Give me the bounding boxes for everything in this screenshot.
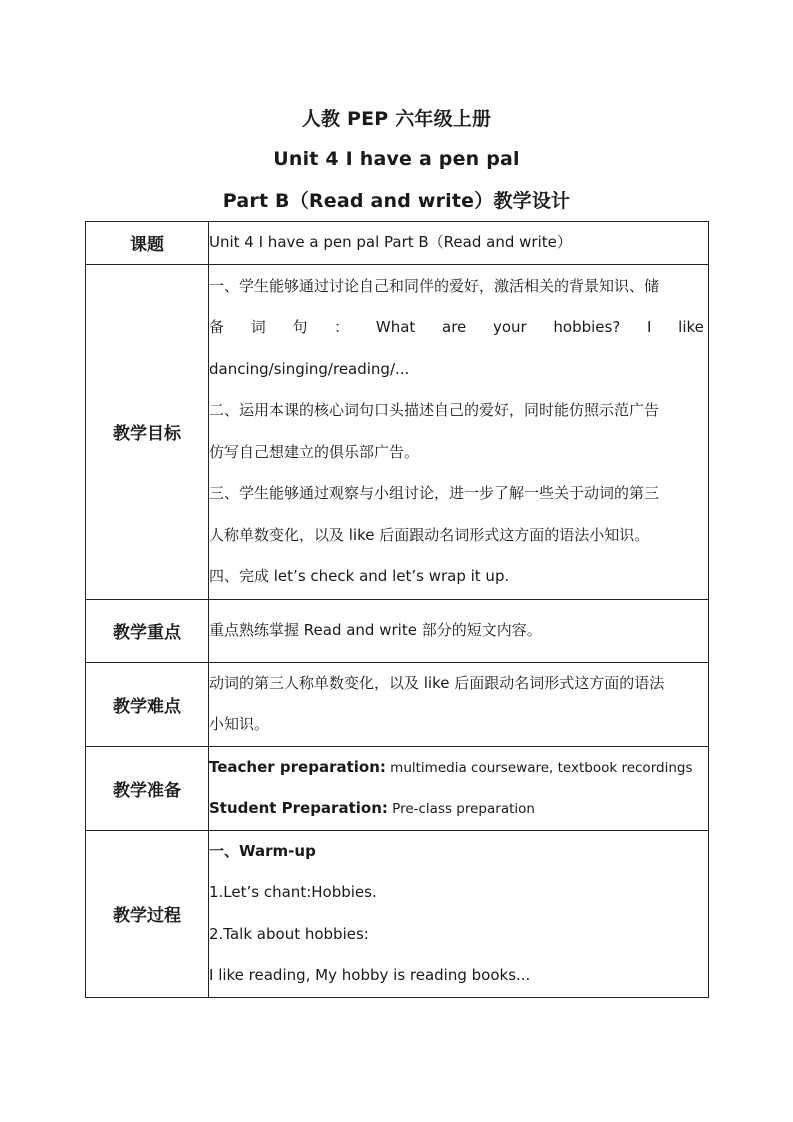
document-title bbox=[0, 100, 793, 222]
objective-line: dancing/singing/reading/... bbox=[209, 359, 410, 378]
content-key-points: 重点熟练掌握 Read and write 部分的短文内容。 bbox=[209, 599, 709, 662]
label-difficulties: 教学难点 bbox=[86, 662, 209, 746]
content-objectives bbox=[209, 264, 709, 599]
student-preparation: Student Preparation: Pre-class preparation bbox=[209, 799, 535, 817]
row-topic bbox=[86, 222, 709, 265]
process-heading: 一、Warm-up bbox=[209, 841, 316, 860]
objective-line: 二、运用本课的核心词句口头描述自己的爱好，同时能仿照示范广告 bbox=[209, 401, 660, 419]
process-line: I like reading, My hobby is reading books... bbox=[209, 966, 531, 984]
label-preparation: 教学准备 bbox=[86, 746, 209, 830]
label-objectives: 教学目标 bbox=[86, 264, 209, 599]
title-line-1: 人教 PEP 六年级上册 bbox=[301, 108, 492, 130]
lesson-plan-table bbox=[85, 221, 709, 998]
objective-line: 仿写自己想建立的俱乐部广告。 bbox=[209, 442, 420, 461]
label-key-points: 教学重点 bbox=[86, 599, 209, 662]
content-process bbox=[209, 830, 709, 997]
objective-line: 一、学生能够通过讨论自己和同伴的爱好，激活相关的背景知识、储 bbox=[209, 276, 660, 295]
row-difficulties bbox=[86, 662, 709, 746]
label-topic: 课题 bbox=[86, 222, 209, 265]
title-line-2: Unit 4 I have a pen pal bbox=[273, 148, 520, 170]
objective-line: 三、学生能够通过观察与小组讨论，进一步了解一些关于动词的第三 bbox=[209, 484, 660, 502]
objective-line: 人称单数变化，以及 like 后面跟动名词形式这方面的语法小知识。 bbox=[209, 525, 650, 544]
process-line: 2.Talk about hobbies: bbox=[209, 924, 369, 943]
label-process: 教学过程 bbox=[86, 830, 209, 997]
row-objectives bbox=[86, 264, 709, 599]
row-key-points bbox=[86, 599, 709, 662]
teacher-preparation: Teacher preparation: multimedia courseware, textbook recordings bbox=[209, 757, 693, 776]
objective-line-justified: 备 词 句 ： What are your hobbies? I like bbox=[209, 318, 704, 336]
process-line: 1.Let’s chant:Hobbies. bbox=[209, 883, 377, 901]
content-topic: Unit 4 I have a pen pal Part B（Read and write） bbox=[209, 222, 709, 265]
row-preparation bbox=[86, 746, 709, 830]
content-preparation bbox=[209, 746, 709, 830]
content-difficulties: 动词的第三人称单数变化，以及 like 后面跟动名词形式这方面的语法 小知识。 bbox=[209, 662, 709, 746]
objective-line: 四、完成 let’s check and let’s wrap it up. bbox=[209, 567, 510, 585]
title-line-3: Part B（Read and write）教学设计 bbox=[222, 190, 571, 212]
row-process bbox=[86, 830, 709, 997]
